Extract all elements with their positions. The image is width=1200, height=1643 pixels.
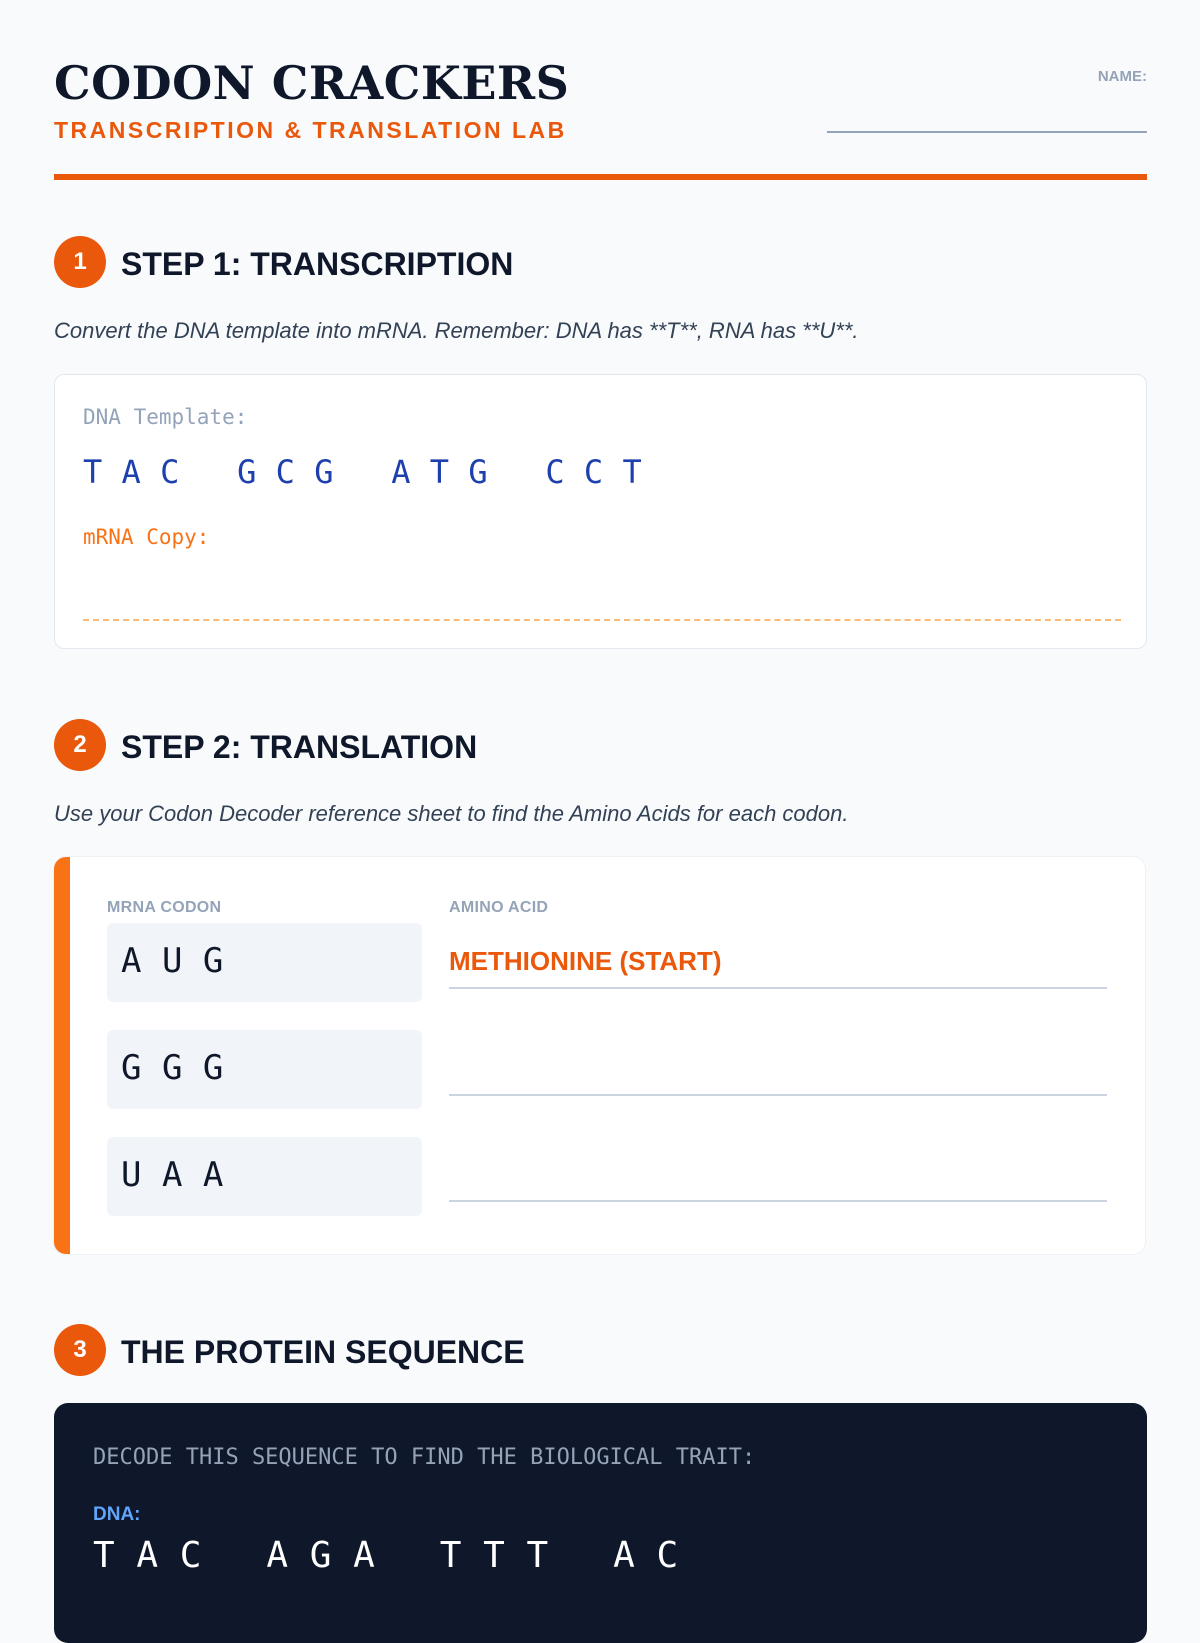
mrna-copy-label: mRNA Copy: (83, 525, 210, 549)
decode-prompt: DECODE THIS SEQUENCE TO FIND THE BIOLOGICAL TRAIT: (93, 1445, 756, 1470)
transcription-card (54, 374, 1147, 649)
name-field[interactable] (827, 131, 1147, 133)
amino-acid-answer: METHIONINE (START) (449, 946, 722, 976)
codon-column-header: MRNA CODON (107, 899, 222, 916)
page-subtitle: TRANSCRIPTION & TRANSLATION LAB (54, 117, 567, 143)
worksheet-header (54, 0, 1147, 182)
dna-label: DNA: (93, 1504, 141, 1525)
step1-title: STEP 1: TRANSCRIPTION (121, 246, 514, 282)
step1-instruction: Convert the DNA template into mRNA. Remember: DNA has **T**, RNA has **U**. (54, 318, 859, 343)
header-divider (54, 174, 1147, 180)
dna-template-sequence: T A C G C G A T G C C T (83, 453, 642, 491)
codon-text: U A A (121, 1155, 224, 1195)
step2-badge: 2 (54, 719, 106, 771)
protein-sequence-panel (54, 1403, 1147, 1643)
codon-cell (107, 923, 422, 1002)
amino-acid-field[interactable] (449, 1094, 1107, 1096)
step2-instruction: Use your Codon Decoder reference sheet to find the Amino Acids for each codon. (54, 801, 849, 826)
codon-cell (107, 1030, 422, 1109)
dna-sequence: T A C A G A T T T A C (93, 1535, 679, 1576)
codon-cell (107, 1137, 422, 1216)
translation-card (54, 857, 1145, 1254)
step3-badge: 3 (54, 1324, 106, 1376)
step2-title: STEP 2: TRANSLATION (121, 729, 478, 765)
mrna-copy-field[interactable] (83, 619, 1121, 621)
amino-column-header: AMINO ACID (449, 899, 549, 916)
page-title: CODON CRACKERS (54, 56, 570, 110)
step3-title: THE PROTEIN SEQUENCE (121, 1334, 525, 1370)
dna-template-label: DNA Template: (83, 405, 248, 429)
codon-text: A U G (121, 941, 224, 981)
name-label: NAME: (1097, 68, 1147, 85)
card-accent-bar (54, 857, 70, 1254)
codon-text: G G G (121, 1048, 224, 1088)
amino-acid-field[interactable] (449, 1200, 1107, 1202)
amino-acid-field[interactable] (449, 946, 1107, 989)
step1-badge: 1 (54, 236, 106, 288)
worksheet-page (54, 0, 1147, 1576)
